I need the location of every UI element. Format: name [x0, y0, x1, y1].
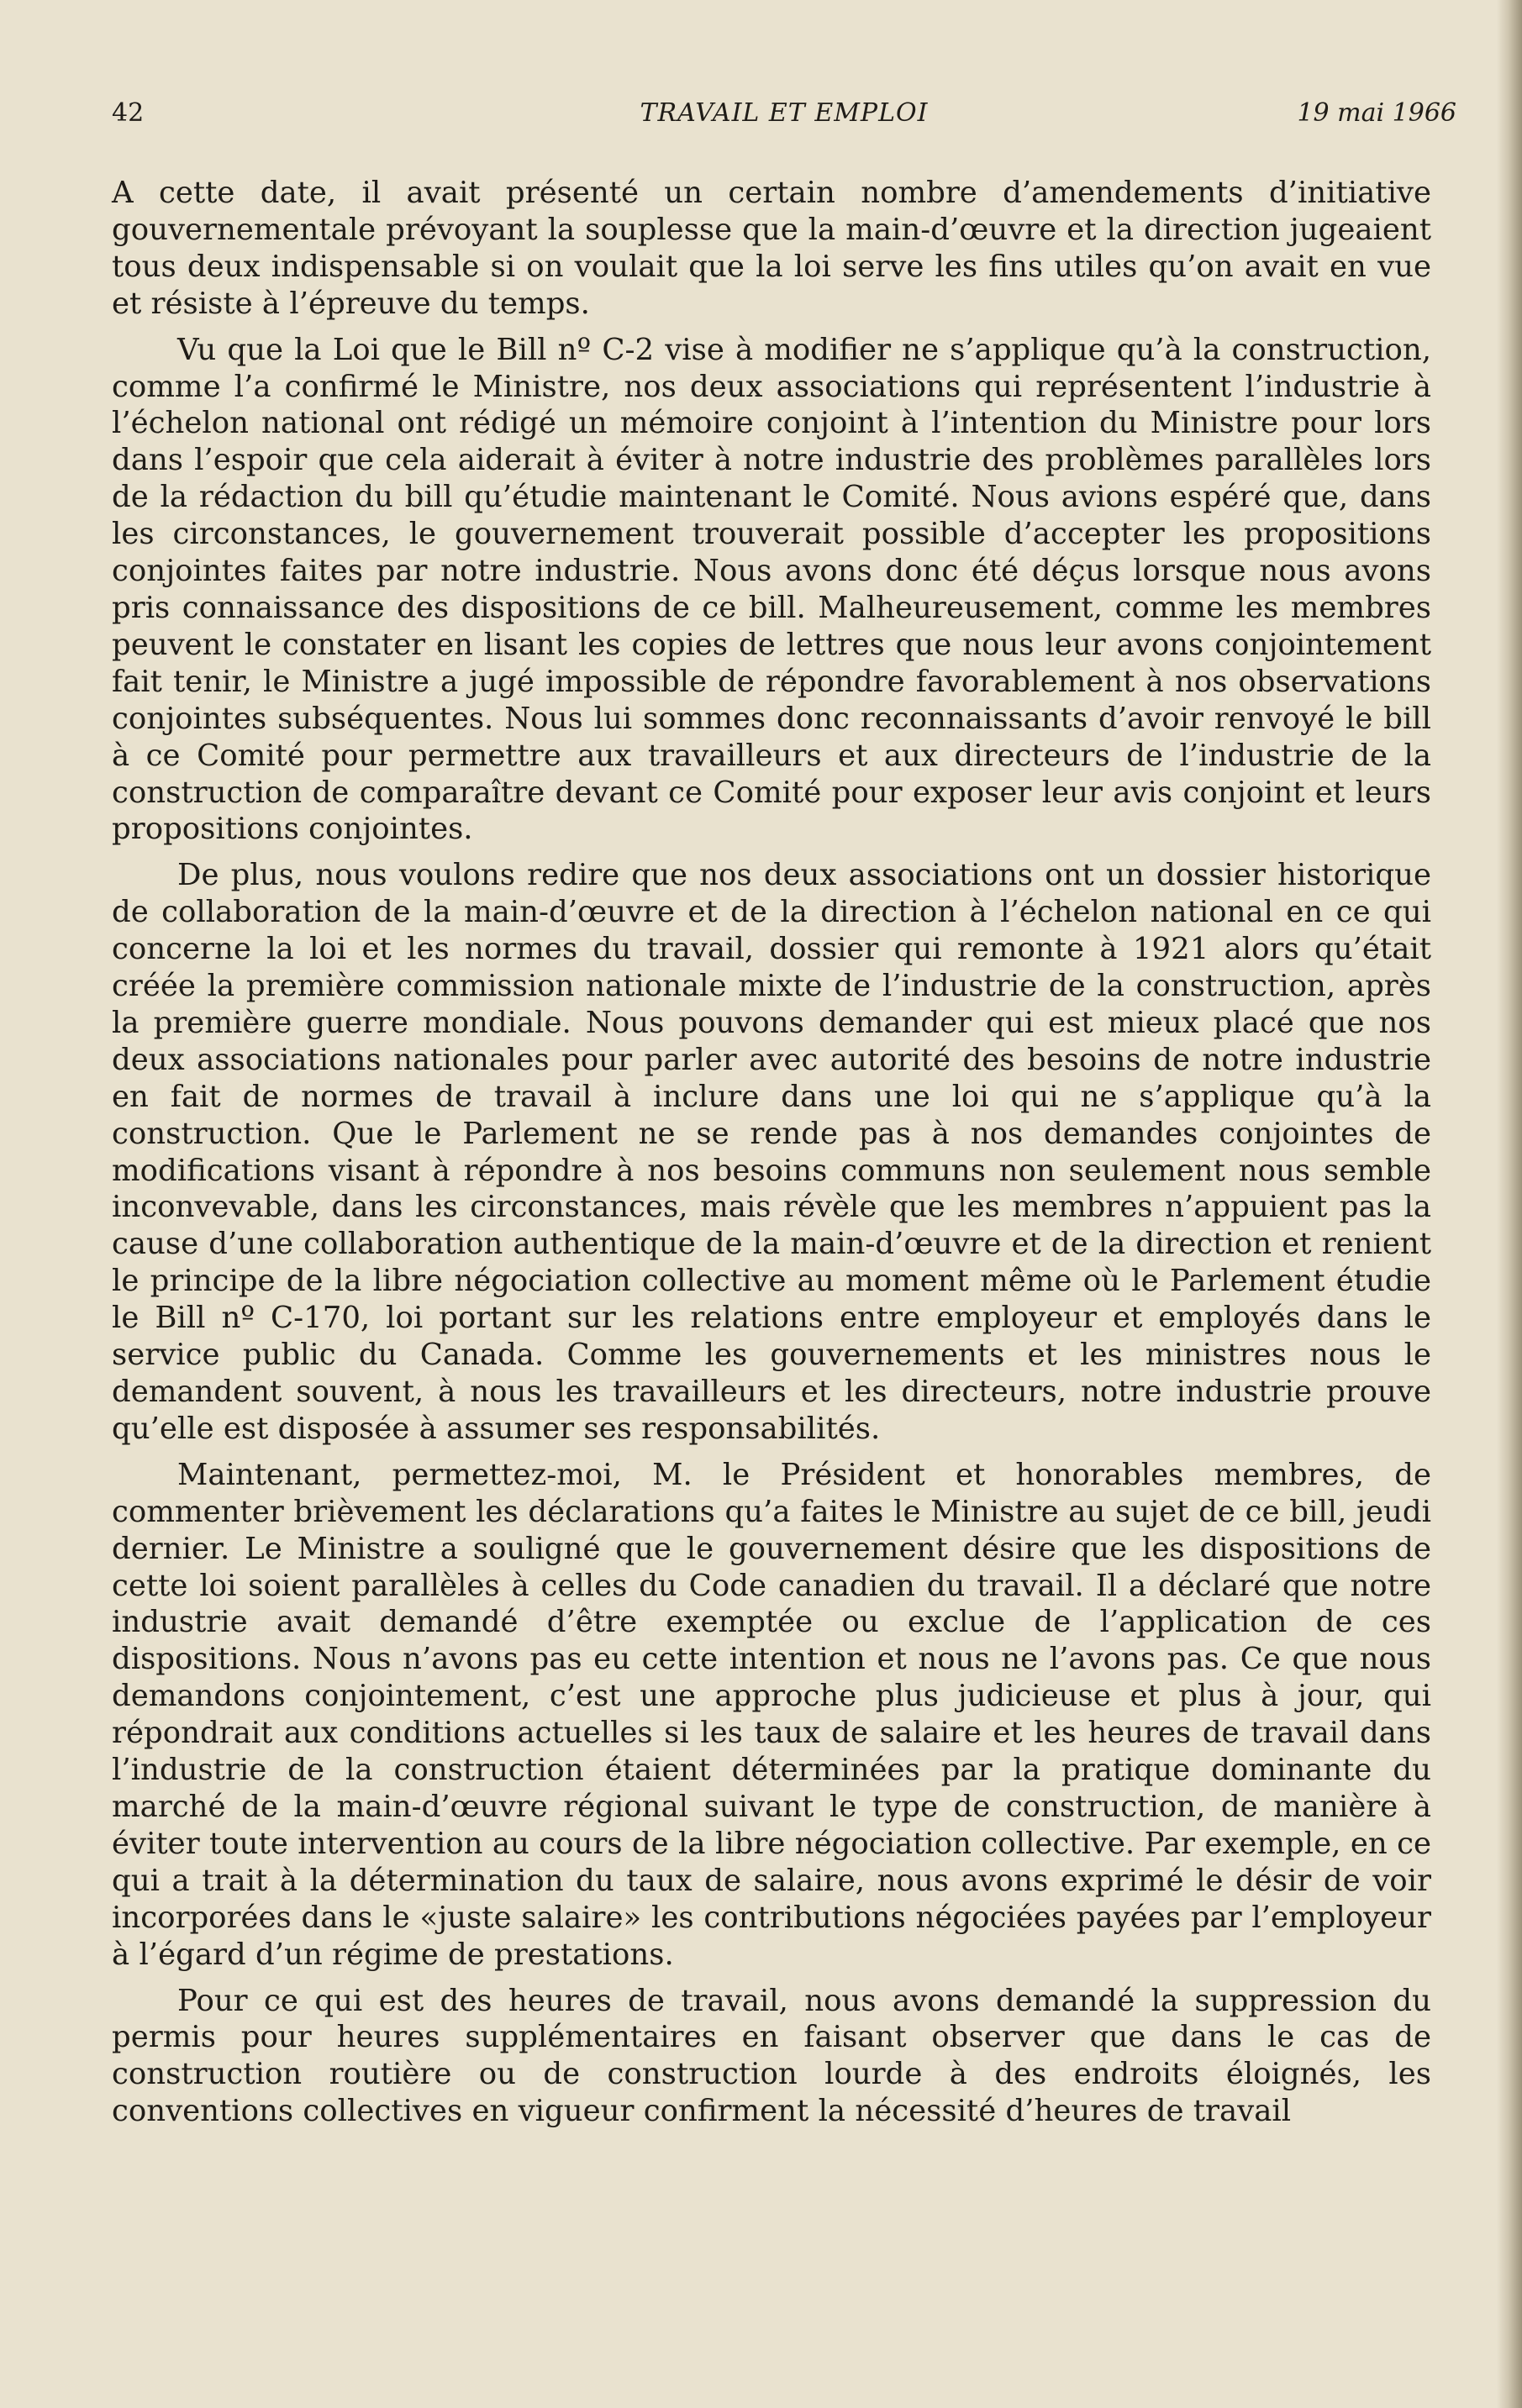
paragraph-5: Pour ce qui est des heures de travail, nous avons demandé la suppression du permis pour heures supplémentaires en faisant observer que dans le cas de construction routière ou de construction lourde à des endroits éloignés, les conventions collectives en vigueur confirment la nécessité d’heures de travail: [112, 1983, 1431, 2129]
paragraph-4: Maintenant, permettez-moi, M. le Président et honorables membres, de commenter brièvement les déclarations qu’a faites le Ministre au sujet de ce bill, jeudi dernier. Le Ministre a souligné que le gouvernement désire que les dispositions de cette loi soient parallèles à celles du Code canadien du travail. Il a déclaré que notre industrie avait demandé d’être exemptée ou exclue de l’application de ces dispositions. Nous n’avons pas eu cette intention et nous ne l’avons pas. Ce que nous demandons conjointement, c’est une approche plus judicieuse et plus à jour, qui répondrait aux conditions actuelles si les taux de salaire et les heures de travail dans l’industrie de la construction étaient déterminées par la pratique dominante du marché de la main-d’œuvre régional suivant le type de construction, de manière à éviter toute intervention au cours de la libre négociation collective. Par exemple, en ce qui a trait à la détermination du taux de salaire, nous avons exprimé le désir de voir incorporées dans le «juste salaire» les contributions négociées payées par l’employeur à l’égard d’un régime de prestations.: [112, 1457, 1431, 1972]
running-header: [112, 92, 1456, 134]
paragraph-1: A cette date, il avait présenté un certain nombre d’amendements d’initiative gouvernementale prévoyant la souplesse que la main-d’œuvre et la direction jugeaient tous deux indispensable si on voulait que la loi serve les fins utiles qu’on avait en vue et résiste à l’épreuve du temps.: [112, 176, 1431, 321]
page-edge-shadow: [1497, 0, 1522, 2408]
body-text: [112, 175, 1431, 2139]
running-title: TRAVAIL ET EMPLOI: [640, 98, 929, 128]
paragraph-3: De plus, nous voulons redire que nos deux associations ont un dossier historique de collaboration de la main-d’œuvre et de la direction à l’échelon national en ce qui concerne la loi et les normes du travail, dossier qui remonte à 1921 alors qu’était créée la première commission nationale mixte de l’industrie de la construction, après la première guerre mondiale. Nous pouvons demander qui est mieux placé que nos deux associations nationales pour parler avec autorité des besoins de notre industrie en fait de normes de travail à inclure dans une loi qui ne s’applique qu’à la construction. Que le Parlement ne se rende pas à nos demandes conjointes de modifications visant à répondre à nos besoins communs non seulement nous semble inconvevable, dans les circonstances, mais révèle que les membres n’appuient pas la cause d’une collaboration authentique de la main-d’œuvre et de la direction et renient le principe de la libre négociation collective au moment même où le Parlement étudie le Bill nº C-170, loi portant sur les relations entre employeur et employés dans le service public du Canada. Comme les gouvernements et les ministres nous le demandent souvent, à nous les travailleurs et les directeurs, notre industrie prouve qu’elle est disposée à assumer ses responsabilités.: [112, 858, 1431, 1446]
paragraph-2: Vu que la Loi que le Bill nº C-2 vise à modifier ne s’applique qu’à la construction, comme l’a confirmé le Ministre, nos deux associations qui représentent l’industrie à l’échelon national ont rédigé un mémoire conjoint à l’intention du Ministre pour lors dans l’espoir que cela aiderait à éviter à notre industrie des problèmes parallèles lors de la rédaction du bill qu’étudie maintenant le Comité. Nous avions espéré que, dans les circonstances, le gouvernement trouverait possible d’accepter les propositions conjointes faites par notre industrie. Nous avons donc été déçus lorsque nous avons pris connaissance des dispositions de ce bill. Malheureusement, comme les membres peuvent le constater en lisant les copies de lettres que nous leur avons conjointement fait tenir, le Ministre a jugé impossible de répondre favorablement à nos observations conjointes subséquentes. Nous lui sommes donc reconnaissants d’avoir renvoyé le bill à ce Comité pour permettre aux travailleurs et aux directeurs de l’industrie de la construction de comparaître devant ce Comité pour exposer leur avis conjoint et leurs propositions conjointes.: [112, 332, 1431, 847]
header-date: 19 mai 1966: [1297, 98, 1456, 128]
page-number: 42: [112, 98, 145, 128]
